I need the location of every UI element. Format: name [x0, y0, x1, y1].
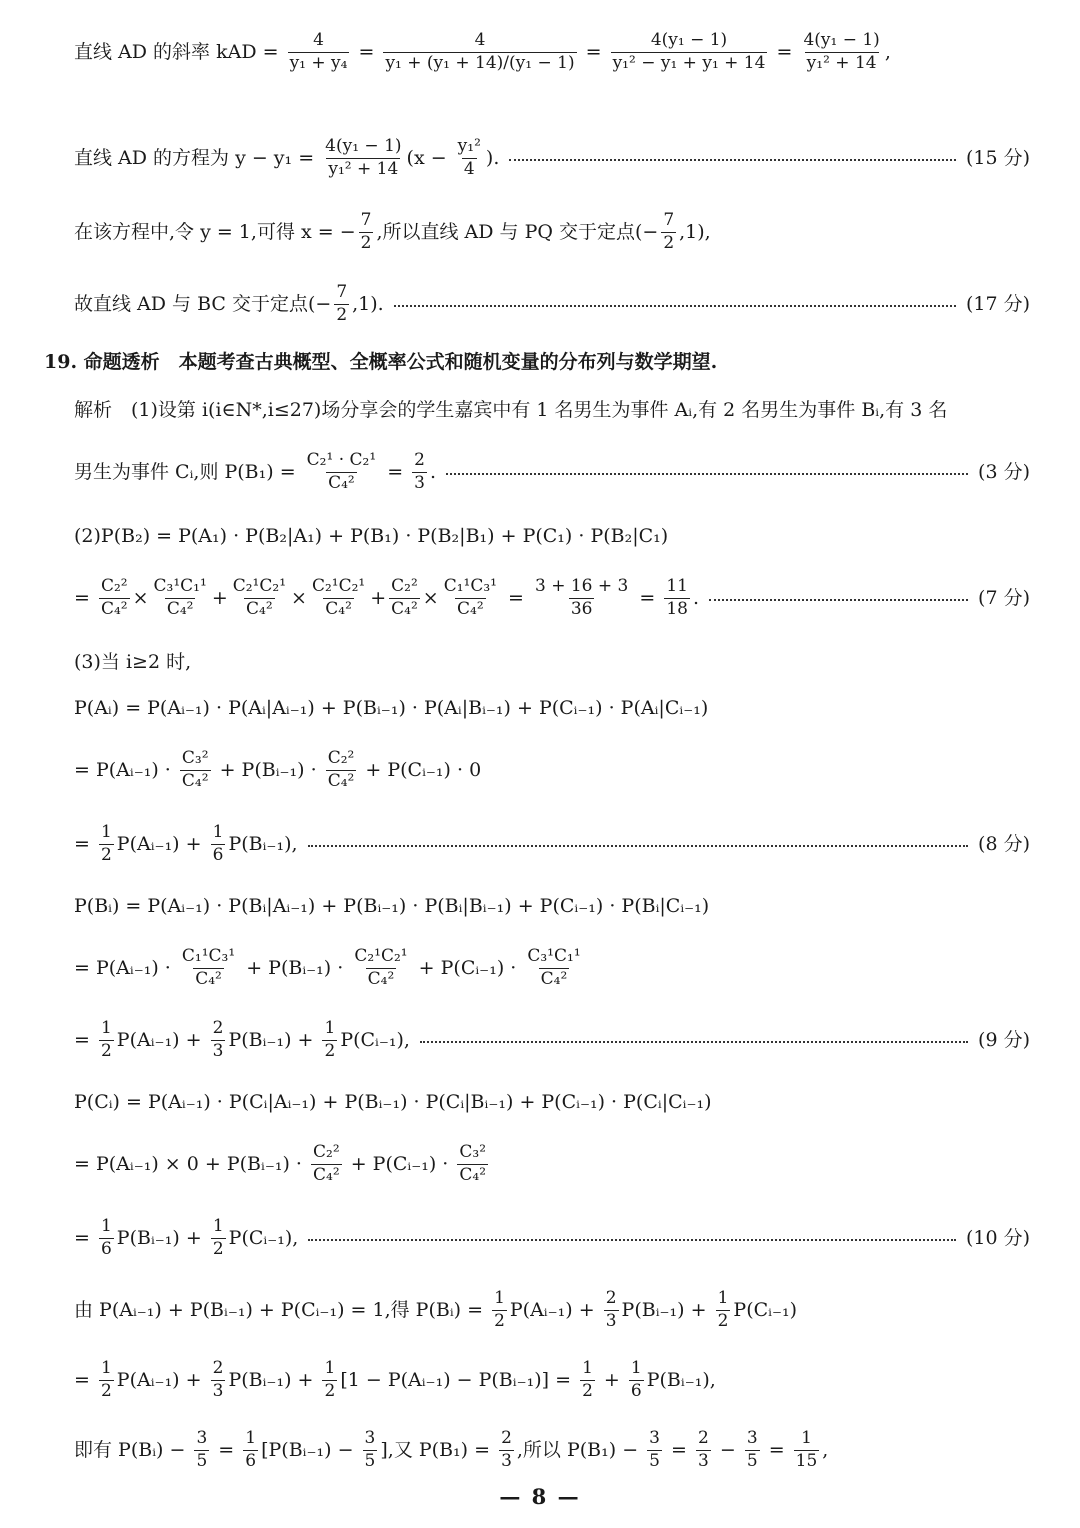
fraction-denominator: 3	[212, 1040, 224, 1061]
fraction	[99, 1019, 114, 1061]
fraction-numerator: 1	[100, 1215, 112, 1236]
fraction	[389, 577, 420, 619]
fraction-denominator: 2	[324, 1380, 336, 1401]
fraction	[152, 577, 209, 619]
text-segment: =	[501, 586, 530, 609]
fraction	[359, 211, 374, 253]
fraction	[211, 1359, 226, 1401]
fraction-denominator: C₄²	[459, 1164, 487, 1185]
math-expression	[74, 651, 191, 674]
fraction-numerator: C₂²	[391, 575, 418, 596]
text-segment: 解析 (1)设第 i(i∈N*,i≤27)场分享会的学生嘉宾中有 1 名男生为事件 Aᵢ,有 2 名男生为事件 Bᵢ,有 3 名	[74, 398, 948, 421]
fraction-numerator: 2	[212, 1357, 224, 1378]
solution-line	[44, 340, 1030, 384]
fraction	[412, 451, 427, 493]
fraction-denominator: 15	[795, 1450, 818, 1471]
fraction-denominator: 2	[717, 1310, 729, 1331]
solution-line	[74, 640, 1030, 684]
fraction	[499, 1429, 514, 1471]
text-segment: AD =	[227, 40, 285, 63]
solution-line	[74, 450, 1030, 494]
fraction-numerator: C₂¹ · C₂¹	[306, 449, 377, 470]
text-segment: P(Cᵢ₋₁)	[733, 1298, 798, 1321]
dot-leader	[509, 159, 956, 161]
solution-line	[74, 884, 1030, 928]
fraction	[311, 1143, 342, 1185]
fraction-denominator: 2	[100, 844, 112, 865]
text-segment: 男生为事件 Cᵢ,则 P(B₁) =	[74, 460, 302, 483]
fraction-numerator: C₂¹C₂¹	[232, 575, 287, 596]
text-segment: =	[633, 586, 662, 609]
math-expression	[74, 749, 481, 791]
text-segment: ,	[822, 1438, 829, 1461]
fraction-denominator: 2	[100, 1040, 112, 1061]
text-segment: P(Bᵢ₋₁),	[228, 832, 298, 855]
fraction	[456, 137, 483, 179]
fraction-numerator: 7	[663, 209, 675, 230]
fraction-numerator: 4	[313, 29, 324, 50]
text-segment: P(Aᵢ) = P(Aᵢ₋₁) · P(Aᵢ|Aᵢ₋₁) + P(Bᵢ₋₁) · P(Aᵢ|Bᵢ₋₁) + P(Cᵢ₋₁) · P(Aᵢ|Cᵢ₋₁)	[74, 696, 709, 719]
math-expression	[74, 1429, 828, 1471]
text-segment: + P(Bᵢ₋₁) ·	[213, 758, 323, 781]
fraction-denominator: 6	[245, 1450, 257, 1471]
fraction-numerator: 4(y₁ − 1)	[650, 29, 728, 50]
fraction-numerator: 7	[360, 209, 372, 230]
text-segment: ,1).	[352, 292, 384, 315]
text-segment: =	[74, 1226, 96, 1249]
fraction-denominator: 3	[414, 472, 425, 493]
text-segment: =	[74, 586, 96, 609]
dot-leader	[308, 845, 969, 847]
fraction	[745, 1429, 760, 1471]
fraction-denominator: 2	[212, 1238, 224, 1259]
fraction	[180, 749, 211, 791]
fraction-denominator: C₄²	[540, 968, 568, 989]
math-expression	[74, 283, 384, 325]
text-segment: = P(Aᵢ₋₁) × 0 + P(Bᵢ₋₁) ·	[74, 1152, 309, 1175]
fraction-numerator: C₂²	[313, 1141, 340, 1162]
fraction	[310, 577, 367, 619]
text-segment: =	[212, 1438, 241, 1461]
text-segment: =	[74, 1028, 96, 1051]
solution-line	[74, 30, 1030, 74]
fraction	[580, 1359, 595, 1401]
text-segment: ×	[291, 586, 307, 609]
fraction-numerator: 3	[364, 1427, 376, 1448]
fraction-numerator: 1	[245, 1427, 257, 1448]
solution-line	[74, 748, 1030, 792]
fraction-denominator: 2	[324, 1040, 336, 1061]
fraction	[211, 1217, 226, 1259]
fraction	[363, 1429, 378, 1471]
fraction-denominator: C₄²	[325, 598, 352, 619]
fraction	[334, 283, 349, 325]
solution-line	[74, 1018, 1030, 1062]
fraction	[794, 1429, 820, 1471]
fraction-denominator: C₄²	[181, 770, 209, 791]
fraction	[243, 1429, 258, 1471]
fraction	[99, 1217, 114, 1259]
fraction-numerator: 3	[649, 1427, 660, 1448]
math-expression	[74, 1143, 491, 1185]
fraction-denominator: 6	[100, 1238, 112, 1259]
text-segment: + P(Cᵢ₋₁) ·	[344, 1152, 455, 1175]
fraction-denominator: 3	[698, 1450, 709, 1471]
math-expression	[74, 823, 298, 865]
fraction	[194, 1429, 209, 1471]
fraction-numerator: 1	[212, 821, 224, 842]
fraction	[525, 947, 582, 989]
fraction-numerator: y₁²	[457, 135, 481, 156]
score-label: (9 分)	[978, 1028, 1030, 1051]
text-segment: =	[74, 832, 96, 855]
fraction-numerator: 3	[196, 1427, 208, 1448]
solution-line	[74, 282, 1030, 326]
solution-line	[74, 388, 1030, 432]
fraction-denominator: 18	[666, 598, 688, 619]
solution-line	[74, 822, 1030, 866]
math-expression	[74, 577, 699, 619]
fraction	[442, 577, 499, 619]
solution-line	[74, 210, 1030, 254]
text-segment: −	[713, 1438, 742, 1461]
fraction	[696, 1429, 711, 1471]
fraction-denominator: C₄²	[327, 770, 355, 791]
solution-line	[74, 576, 1030, 620]
fraction	[326, 749, 357, 791]
text-segment: (x −	[406, 146, 453, 169]
fraction-denominator: 2	[336, 304, 348, 325]
text-segment: +	[597, 1368, 626, 1391]
fraction	[492, 1289, 507, 1331]
fraction-denominator: 3	[605, 1310, 617, 1331]
fraction-denominator: 5	[649, 1450, 660, 1471]
text-segment: [P(Bᵢ₋₁) −	[261, 1438, 360, 1461]
math-expression	[74, 451, 436, 493]
text-segment: P(Bᵢ₋₁) +	[621, 1298, 713, 1321]
fraction-numerator: 1	[717, 1287, 729, 1308]
fraction-numerator: 2	[501, 1427, 512, 1448]
solution-line	[74, 1080, 1030, 1124]
text-segment: ×	[132, 586, 149, 609]
fraction-numerator: 3	[746, 1427, 758, 1448]
text-segment: P(Bᵢ₋₁) +	[228, 1028, 320, 1051]
fraction-numerator: C₃¹C₁¹	[153, 575, 207, 596]
text-segment: .	[693, 586, 700, 609]
fraction-numerator: C₁¹C₃¹	[443, 575, 497, 596]
solution-line	[74, 1216, 1030, 1260]
fraction-numerator: 2	[605, 1287, 617, 1308]
fraction	[99, 1359, 114, 1401]
fraction	[288, 31, 350, 73]
fraction-numerator: C₂²	[327, 747, 355, 768]
fraction-denominator: 3	[212, 1380, 224, 1401]
text-segment: =	[770, 40, 799, 63]
dot-leader	[446, 473, 968, 475]
fraction-denominator: 6	[212, 844, 224, 865]
page-number: — 8 —	[499, 1484, 581, 1509]
text-segment: ).	[485, 146, 500, 169]
fraction-numerator: C₃²	[181, 747, 209, 768]
text-segment: P(Cᵢ₋₁),	[340, 1028, 410, 1051]
math-expression	[74, 1289, 797, 1331]
fraction-denominator: C₄²	[100, 598, 128, 619]
math-expression	[74, 31, 891, 73]
fraction-numerator: C₂¹C₂¹	[311, 575, 366, 596]
fraction-denominator: 2	[663, 232, 675, 253]
math-expression	[74, 1019, 410, 1061]
fraction-numerator: 4(y₁ − 1)	[803, 29, 880, 50]
math-expression	[74, 895, 709, 918]
fraction	[323, 137, 403, 179]
fraction	[383, 31, 576, 73]
fraction-numerator: C₁¹C₃¹	[181, 945, 236, 966]
fraction	[231, 577, 288, 619]
text-segment: +	[370, 586, 387, 609]
fraction-denominator: 6	[630, 1380, 642, 1401]
fraction	[322, 1359, 337, 1401]
text-segment: 即有 P(Bᵢ) −	[74, 1438, 192, 1461]
text-segment: 由 P(Aᵢ₋₁) + P(Bᵢ₋₁) + P(Cᵢ₋₁) = 1,得 P(Bᵢ) =	[74, 1298, 490, 1321]
text-segment: P(Aᵢ₋₁) +	[116, 832, 208, 855]
text-segment: =	[665, 1438, 693, 1461]
fraction-numerator: 2	[414, 449, 425, 470]
text-segment: (3)当 i≥2 时,	[74, 650, 192, 673]
fraction	[322, 1019, 337, 1061]
score-label: (15 分)	[965, 146, 1030, 169]
dot-leader	[308, 1239, 956, 1241]
text-segment: + P(Cᵢ₋₁) · 0	[359, 758, 482, 781]
fraction	[604, 1289, 619, 1331]
math-expression	[74, 1091, 712, 1114]
fraction-denominator: C₄²	[246, 598, 273, 619]
fraction	[647, 1429, 662, 1471]
text-segment: 19. 命题透析 本题考查古典概型、全概率公式和随机变量的分布列与数学期望.	[44, 350, 718, 373]
text-segment: ,1),	[679, 220, 711, 243]
fraction-numerator: 3 + 16 + 3	[534, 575, 629, 596]
fraction	[211, 823, 226, 865]
fraction-denominator: y₁² + 14	[328, 158, 399, 179]
text-segment: (2)P(B₂) = P(A₁) · P(B₂|A₁) + P(B₁) · P(B₂|B₁) + P(C₁) · P(B₂|C₁)	[74, 524, 669, 547]
math-expression	[74, 399, 947, 422]
text-segment: = P(Aᵢ₋₁) ·	[74, 956, 177, 979]
text-segment: P(Cᵢ) = P(Aᵢ₋₁) · P(Cᵢ|Aᵢ₋₁) + P(Bᵢ₋₁) · P(Cᵢ|Bᵢ₋₁) + P(Cᵢ₋₁) · P(Cᵢ|Cᵢ₋₁)	[74, 1090, 712, 1113]
text-segment: P(Aᵢ₋₁) +	[509, 1298, 601, 1321]
fraction-numerator: 1	[494, 1287, 505, 1308]
text-segment: =	[74, 1368, 96, 1391]
math-expression	[74, 137, 499, 179]
text-segment: ,所以 P(B₁) −	[516, 1438, 645, 1461]
text-segment: P(Aᵢ₋₁) +	[116, 1028, 208, 1051]
score-label: (3 分)	[978, 460, 1030, 483]
fraction	[305, 451, 379, 493]
fraction-numerator: 1	[324, 1017, 336, 1038]
solution-line	[74, 1428, 1030, 1472]
fraction-denominator: C₄²	[313, 1164, 340, 1185]
fraction-denominator: C₄²	[391, 598, 418, 619]
fraction	[533, 577, 630, 619]
fraction-numerator: 1	[801, 1427, 812, 1448]
text-segment: +	[211, 586, 228, 609]
score-label: (7 分)	[978, 586, 1030, 609]
fraction-denominator: 2	[494, 1310, 505, 1331]
fraction-denominator: y₁ + (y₁ + 14)/(y₁ − 1)	[385, 52, 575, 73]
text-segment: ],又 P(B₁) =	[380, 1438, 497, 1461]
solution-line	[74, 1358, 1030, 1402]
text-segment: ,所以直线 AD 与 PQ 交于定点(−	[376, 220, 659, 243]
text-segment: P(Cᵢ₋₁),	[228, 1226, 299, 1249]
text-segment: + P(Bᵢ₋₁) ·	[240, 956, 350, 979]
fraction-denominator: y₁ + y₄	[289, 52, 348, 73]
text-segment: P(Bᵢ₋₁) +	[228, 1368, 320, 1391]
fraction-numerator: 2	[212, 1017, 224, 1038]
fraction-denominator: 5	[364, 1450, 376, 1471]
solution-line	[74, 686, 1030, 730]
fraction-numerator: 1	[100, 821, 112, 842]
fraction-denominator: y₁² + 14	[806, 52, 877, 73]
fraction-denominator: C₄²	[328, 472, 355, 493]
solution-line	[74, 136, 1030, 180]
fraction-numerator: 1	[582, 1357, 593, 1378]
fraction-denominator: y₁² − y₁ + y₁ + 14	[612, 52, 766, 73]
fraction-denominator: 4	[463, 158, 475, 179]
fraction	[457, 1143, 488, 1185]
text-segment: =	[381, 460, 410, 483]
fraction	[180, 947, 237, 989]
math-expression	[74, 697, 708, 720]
text-segment: P(Bᵢ₋₁) +	[116, 1226, 208, 1249]
text-segment: .	[430, 460, 437, 483]
text-segment: P(Aᵢ₋₁) +	[116, 1368, 208, 1391]
text-segment: P(Bᵢ) = P(Aᵢ₋₁) · P(Bᵢ|Aᵢ₋₁) + P(Bᵢ₋₁) · P(Bᵢ|Bᵢ₋₁) + P(Cᵢ₋₁) · P(Bᵢ|Cᵢ₋₁)	[74, 894, 710, 917]
fraction-numerator: 2	[698, 1427, 709, 1448]
solution-line	[74, 1142, 1030, 1186]
fraction-numerator: C₃²	[459, 1141, 487, 1162]
fraction-denominator: 2	[360, 232, 372, 253]
score-label: (10 分)	[965, 1226, 1030, 1249]
fraction	[661, 211, 676, 253]
text-segment: [1 − P(Aᵢ₋₁) − P(Bᵢ₋₁)] =	[340, 1368, 578, 1391]
fraction	[801, 31, 881, 73]
fraction-numerator: C₂¹C₂¹	[354, 945, 408, 966]
fraction-denominator: 36	[570, 598, 593, 619]
text-segment: 直线 AD 的方程为 y − y₁ =	[74, 146, 321, 169]
fraction-numerator: 1	[212, 1215, 224, 1236]
fraction-denominator: 5	[746, 1450, 758, 1471]
fraction-numerator: 11	[666, 575, 688, 596]
text-segment: =	[352, 40, 381, 63]
math-expression	[74, 211, 711, 253]
fraction	[716, 1289, 731, 1331]
text-segment: 直线 AD 的斜率 k	[74, 40, 228, 63]
text-segment: P(Bᵢ₋₁),	[646, 1368, 716, 1391]
fraction-numerator: 1	[100, 1357, 112, 1378]
fraction-denominator: 5	[196, 1450, 208, 1471]
fraction-denominator: 2	[582, 1380, 593, 1401]
fraction	[664, 577, 690, 619]
fraction	[99, 577, 130, 619]
math-expression	[74, 947, 586, 989]
fraction-numerator: 7	[336, 281, 348, 302]
dot-leader	[420, 1041, 968, 1043]
fraction	[629, 1359, 644, 1401]
fraction-denominator: C₄²	[195, 968, 222, 989]
math-expression	[44, 351, 717, 374]
score-label: (17 分)	[965, 292, 1030, 315]
text-segment: ×	[422, 586, 439, 609]
fraction	[611, 31, 768, 73]
fraction	[99, 823, 114, 865]
solution-line	[74, 514, 1030, 558]
solution-line	[74, 1288, 1030, 1332]
text-segment: = P(Aᵢ₋₁) ·	[74, 758, 177, 781]
fraction-numerator: 1	[630, 1357, 642, 1378]
text-segment: + P(Cᵢ₋₁) ·	[412, 956, 523, 979]
score-label: (8 分)	[978, 832, 1030, 855]
fraction	[211, 1019, 226, 1061]
fraction-denominator: C₄²	[367, 968, 395, 989]
fraction-numerator: 4	[474, 29, 486, 50]
fraction-numerator: 1	[324, 1357, 336, 1378]
math-expression	[74, 1359, 716, 1401]
fraction-numerator: C₃¹C₁¹	[527, 945, 581, 966]
solution-line	[74, 946, 1030, 990]
text-segment: =	[579, 40, 608, 63]
fraction-denominator: 3	[501, 1450, 512, 1471]
fraction-denominator: 2	[100, 1380, 112, 1401]
fraction-denominator: C₄²	[457, 598, 484, 619]
fraction	[352, 947, 409, 989]
text-segment: ,	[884, 40, 891, 63]
fraction-numerator: C₂²	[100, 575, 128, 596]
dot-leader	[394, 305, 956, 307]
math-expression	[74, 1217, 298, 1259]
fraction-numerator: 1	[100, 1017, 112, 1038]
math-expression	[74, 525, 668, 548]
fraction-denominator: C₄²	[166, 598, 194, 619]
dot-leader	[709, 599, 968, 601]
fraction-numerator: 4(y₁ − 1)	[325, 135, 402, 156]
text-segment: 在该方程中,令 y = 1,可得 x = −	[74, 220, 356, 243]
text-segment: 故直线 AD 与 BC 交于定点(−	[74, 292, 332, 315]
text-segment: =	[762, 1438, 791, 1461]
